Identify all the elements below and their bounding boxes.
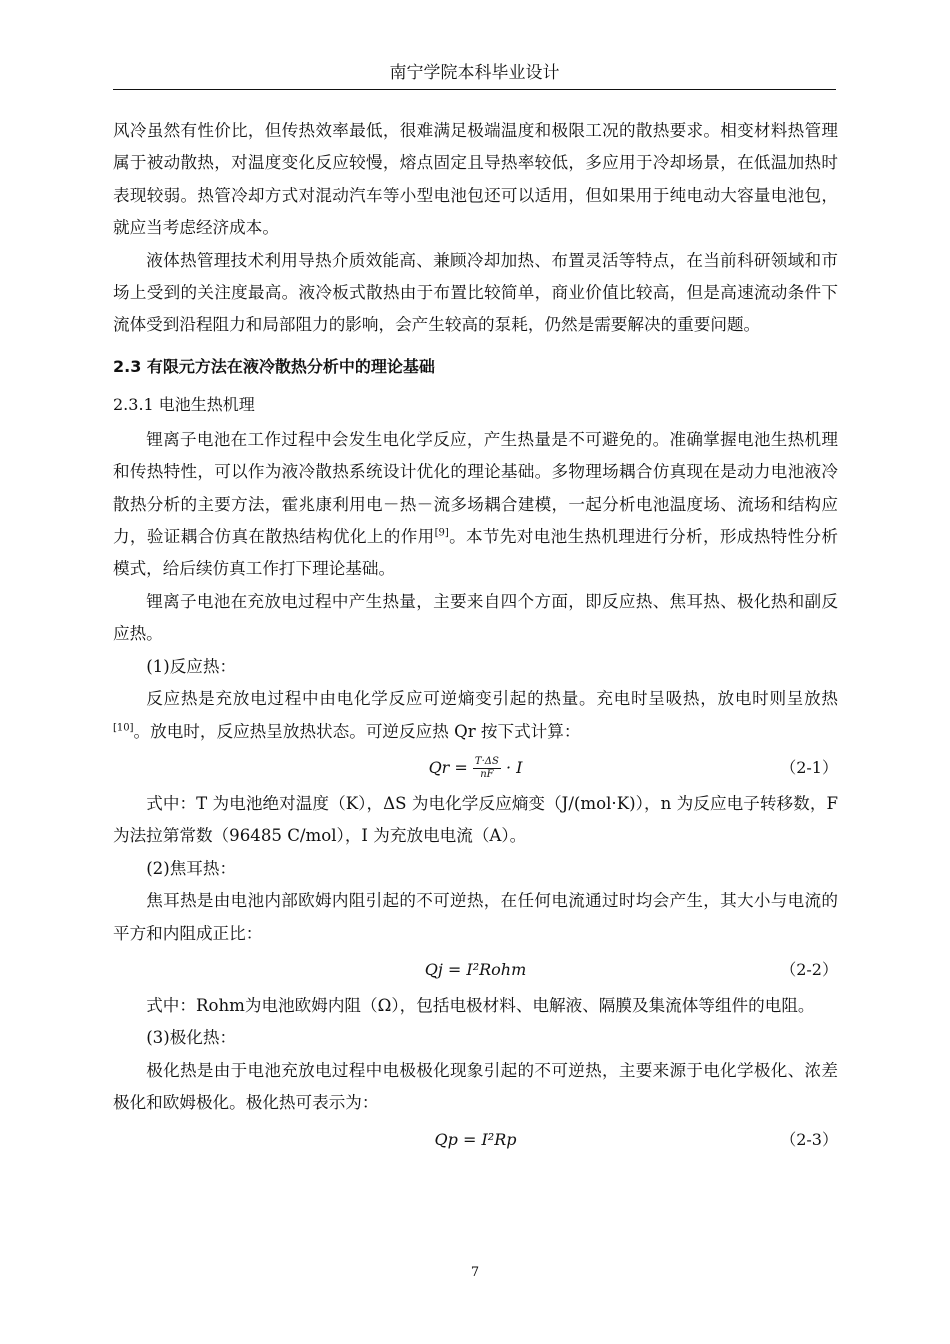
equation-rhs: · I (505, 757, 523, 777)
equation-2-2 (113, 950, 838, 990)
paragraph-text: 。本节先对电池生热机理进行分析，形成热特性分析模式，给后续仿真工作打下理论基础。 (113, 527, 839, 579)
citation: [10] (113, 721, 134, 733)
header-rule (113, 89, 836, 90)
page-header: 南宁学院本科毕业设计 (389, 63, 560, 83)
paragraph-text: 。放电时，反应热呈放热状态。可逆反应热 Qr 按下式计算： (133, 721, 581, 741)
citation: [9] (434, 527, 449, 539)
subsection-heading-2-3-1: 2.3.1 电池生热机理 (113, 394, 255, 414)
paragraph-reaction-heat (113, 683, 838, 748)
paragraph-eq2-definitions: 式中：Rohm为电池欧姆内阻（Ω），包括电极材料、电解液、隔膜及集流体等组件的电阻。 (146, 995, 815, 1015)
section-heading-2-3: 2.3 有限元方法在液冷散热分析中的理论基础 (113, 356, 435, 376)
paragraph-polarization-heat: 极化热是由于电池充放电过程中电极极化现象引起的不可逆热，主要来源于电化学极化、浓差极化和欧姆极化。极化热可表示为： (113, 1060, 838, 1113)
fraction-numerator: T·ΔS (474, 755, 499, 767)
equation-body: Qp = I²Rp (434, 1129, 517, 1149)
paragraph-text: 锂离子电池在工作过程中会发生电化学反应，产生热量是不可避免的。准确掌握电池生热机理和传热特性，可以作为液冷散热系统设计优化的理论基础。多物理场耦合仿真现在是动力电池液冷散热分析的主要方法，霍兆康利用电－热－流多场耦合建模，一起分析电池温度场、流场和结构应力，验证耦合仿真在散热结构优化上的作用 (113, 429, 838, 547)
body-text (113, 115, 838, 1160)
equation-body: Qj = I²Rohm (424, 959, 527, 979)
item-joule-heat-label: (2)焦耳热： (146, 858, 237, 878)
paragraph-joule-heat: 焦耳热是由电池内部欧姆内阻引起的不可逆热，在任何电流通过时均会产生，其大小与电流的平方和内阻成正比： (113, 891, 838, 943)
paragraph-text: 反应热是充放电过程中由电化学反应可逆熵变引起的热量。充电时呈吸热，放电时则呈放热 (146, 689, 838, 709)
paragraph-liquid-cooling: 液体热管理技术利用导热介质效能高、兼顾冷却加热、布置灵活等特点，在当前科研领域和市场上受到的关注度最高。液冷板式散热由于布置比较简单，商业价值比较高，但是高速流动条件下流体受到沿程阻力和局部阻力的影响，会产生较高的泵耗，仍然是需要解决的重要问题。 (113, 250, 838, 335)
equation-fraction (473, 756, 501, 781)
equation-body (428, 755, 523, 780)
item-polarization-heat-label: (3)极化热： (146, 1028, 237, 1048)
fraction-denominator: nF (480, 768, 494, 780)
paragraph-eq1-definitions: 式中：T 为电池绝对温度（K），ΔS 为电化学反应熵变（J/(mol·K)），n 为反应电子转移数，F 为法拉第常数（96485 C/mol），I 为充放电电流（A）。 (113, 793, 838, 846)
equation-2-1 (113, 748, 838, 788)
equation-2-3 (113, 1120, 838, 1160)
paragraph-heat-mechanism (113, 424, 838, 586)
page-number: 7 (470, 1265, 480, 1280)
equation-number: （2-2） (780, 959, 838, 979)
paragraph-air-cooling: 风冷虽然有性价比，但传热效率最低，很难满足极端温度和极限工况的散热要求。相变材料热管理属于被动散热，对温度变化反应较慢，熔点固定且导热率较低，多应用于冷却场景，在低温加热时表现较弱。热管冷却方式对混动汽车等小型电池包还可以适用，但如果用于纯电动大容量电池包，就应当考虑经济成本。 (113, 121, 838, 238)
paragraph-heat-sources: 锂离子电池在充放电过程中产生热量，主要来自四个方面，即反应热、焦耳热、极化热和副反应热。 (113, 591, 838, 644)
equation-lhs: Qr = (428, 757, 468, 777)
item-reaction-heat-label: (1)反应热： (146, 656, 237, 676)
equation-number: （2-3） (780, 1129, 838, 1149)
equation-number: （2-1） (780, 757, 838, 777)
